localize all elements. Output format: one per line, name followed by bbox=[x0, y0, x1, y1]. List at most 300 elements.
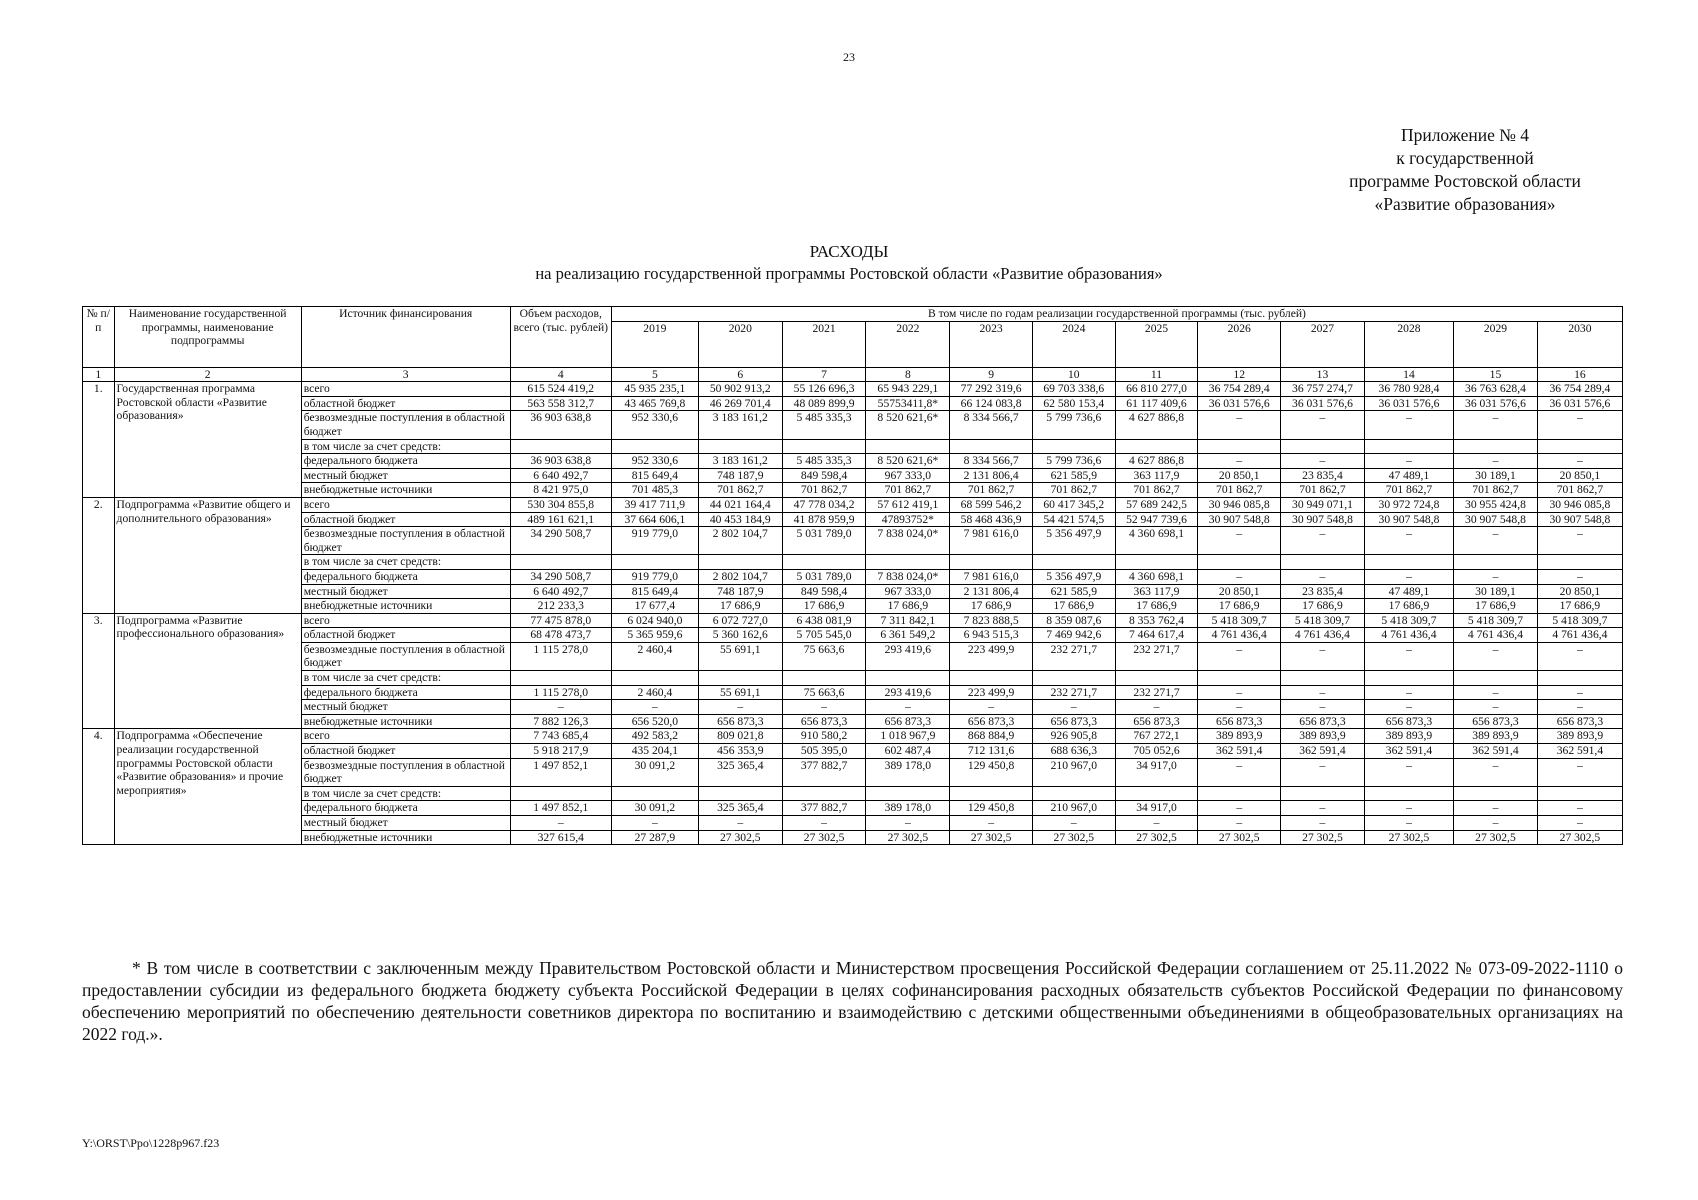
year-value: – bbox=[698, 816, 782, 831]
year-value: 8 334 566,7 bbox=[950, 411, 1033, 439]
file-path: Y:\ORST\Ppo\1228p967.f23 bbox=[82, 1136, 220, 1150]
year-value: 52 947 739,6 bbox=[1115, 512, 1198, 527]
year-value: 362 591,4 bbox=[1198, 744, 1281, 759]
year-value: 389 893,9 bbox=[1198, 729, 1281, 744]
year-value: 5 418 309,7 bbox=[1537, 613, 1622, 628]
year-value: 7 464 617,4 bbox=[1115, 628, 1198, 643]
year-value: 362 591,4 bbox=[1281, 744, 1365, 759]
program-name: Подпрограмма «Обеспечение реализации государственной программы Ростовской области «Развитие образования» и прочие мероприятия» bbox=[114, 729, 301, 845]
year-value bbox=[698, 555, 782, 570]
year-value: 5 360 162,6 bbox=[698, 628, 782, 643]
year-value: – bbox=[950, 816, 1033, 831]
column-number: 6 bbox=[698, 367, 782, 382]
year-value bbox=[1281, 786, 1365, 801]
appendix-line-1: Приложение № 4 bbox=[1400, 125, 1530, 145]
year-value: 30 946 085,8 bbox=[1198, 497, 1281, 512]
year-value: – bbox=[1454, 411, 1538, 439]
year-value: 17 686,9 bbox=[1281, 599, 1365, 614]
year-value: 767 272,1 bbox=[1115, 729, 1198, 744]
year-value bbox=[1454, 439, 1538, 454]
year-value: 435 204,1 bbox=[611, 744, 698, 759]
funding-source: в том числе за счет средств: bbox=[301, 439, 510, 454]
total-volume: – bbox=[510, 700, 611, 715]
year-value: – bbox=[1454, 816, 1538, 831]
year-value bbox=[611, 439, 698, 454]
year-value: 27 302,5 bbox=[782, 830, 866, 845]
year-value: 129 450,8 bbox=[950, 801, 1033, 816]
appendix-line-3: программе Ростовской области bbox=[1349, 171, 1581, 191]
year-value bbox=[1032, 786, 1115, 801]
column-number: 5 bbox=[611, 367, 698, 382]
year-value: – bbox=[1198, 816, 1281, 831]
year-value: 23 835,4 bbox=[1281, 468, 1365, 483]
table-row bbox=[83, 685, 1623, 700]
funding-source: внебюджетные источники bbox=[301, 714, 510, 729]
year-value: 69 703 338,6 bbox=[1032, 382, 1115, 397]
year-value: – bbox=[1454, 700, 1538, 715]
year-value: 7 823 888,5 bbox=[950, 613, 1033, 628]
year-value: 505 395,0 bbox=[782, 744, 866, 759]
column-number: 14 bbox=[1364, 367, 1453, 382]
header-year: 2020 bbox=[698, 321, 782, 367]
year-value: 701 862,7 bbox=[950, 483, 1033, 498]
year-value: 5 418 309,7 bbox=[1364, 613, 1453, 628]
funding-source: всего bbox=[301, 382, 510, 397]
year-value: 43 465 769,8 bbox=[611, 396, 698, 411]
year-value: – bbox=[1364, 527, 1453, 555]
year-value: 4 761 436,4 bbox=[1198, 628, 1281, 643]
year-value bbox=[1198, 555, 1281, 570]
total-volume: – bbox=[510, 816, 611, 831]
year-value: 3 183 161,2 bbox=[698, 411, 782, 439]
column-number: 2 bbox=[114, 367, 301, 382]
funding-source: безвозмездные поступления в областной бюджет bbox=[301, 527, 510, 555]
year-value: 701 862,7 bbox=[1454, 483, 1538, 498]
year-value bbox=[782, 439, 866, 454]
year-value: 2 460,4 bbox=[611, 685, 698, 700]
year-value: 656 520,0 bbox=[611, 714, 698, 729]
year-value: 5 418 309,7 bbox=[1454, 613, 1538, 628]
year-value: 30 907 548,8 bbox=[1537, 512, 1622, 527]
header-year: 2025 bbox=[1115, 321, 1198, 367]
year-value: – bbox=[1032, 816, 1115, 831]
year-value: 8 334 566,7 bbox=[950, 454, 1033, 469]
year-value: 30 907 548,8 bbox=[1281, 512, 1365, 527]
table-row bbox=[83, 758, 1623, 786]
year-value: 75 663,6 bbox=[782, 685, 866, 700]
year-value: 17 686,9 bbox=[950, 599, 1033, 614]
appendix-line-2: к государственной bbox=[1396, 148, 1534, 168]
year-value: 5 356 497,9 bbox=[1032, 569, 1115, 584]
total-volume: 6 640 492,7 bbox=[510, 468, 611, 483]
year-value: 701 862,7 bbox=[1198, 483, 1281, 498]
table-row bbox=[83, 396, 1623, 411]
total-volume: 615 524 419,2 bbox=[510, 382, 611, 397]
year-value: 389 893,9 bbox=[1281, 729, 1365, 744]
funding-source: в том числе за счет средств: bbox=[301, 786, 510, 801]
year-value bbox=[782, 555, 866, 570]
total-volume: 1 497 852,1 bbox=[510, 758, 611, 786]
year-value: 17 686,9 bbox=[1364, 599, 1453, 614]
year-value: 5 485 335,3 bbox=[782, 411, 866, 439]
table-row bbox=[83, 642, 1623, 670]
table-row bbox=[83, 584, 1623, 599]
year-value: 17 686,9 bbox=[782, 599, 866, 614]
year-value: 362 591,4 bbox=[1537, 744, 1622, 759]
table-row bbox=[83, 439, 1623, 454]
page-number: 23 bbox=[843, 50, 855, 64]
year-value: 815 649,4 bbox=[611, 468, 698, 483]
header-no: № п/п bbox=[83, 307, 115, 368]
year-value: 77 292 319,6 bbox=[950, 382, 1033, 397]
year-value: 8 520 621,6* bbox=[866, 411, 950, 439]
column-number: 13 bbox=[1281, 367, 1365, 382]
year-value: 47893752* bbox=[866, 512, 950, 527]
year-value: 688 636,3 bbox=[1032, 744, 1115, 759]
year-value: 325 365,4 bbox=[698, 758, 782, 786]
column-number: 9 bbox=[950, 367, 1033, 382]
year-value: 57 689 242,5 bbox=[1115, 497, 1198, 512]
table-row bbox=[83, 382, 1623, 397]
year-value: 232 271,7 bbox=[1032, 685, 1115, 700]
year-value: 656 873,3 bbox=[1032, 714, 1115, 729]
year-value bbox=[1032, 555, 1115, 570]
year-value: 701 862,7 bbox=[1032, 483, 1115, 498]
table-row bbox=[83, 801, 1623, 816]
year-value: 6 943 515,3 bbox=[950, 628, 1033, 643]
column-number: 3 bbox=[301, 367, 510, 382]
year-value: 7 981 616,0 bbox=[950, 569, 1033, 584]
year-value bbox=[1537, 439, 1622, 454]
year-value: – bbox=[611, 700, 698, 715]
year-value: 910 580,2 bbox=[782, 729, 866, 744]
year-value: – bbox=[1281, 700, 1365, 715]
year-value: – bbox=[950, 700, 1033, 715]
year-value: 44 021 164,4 bbox=[698, 497, 782, 512]
table-row bbox=[83, 830, 1623, 845]
year-value: – bbox=[1198, 454, 1281, 469]
year-value: 17 686,9 bbox=[1537, 599, 1622, 614]
header-year: 2026 bbox=[1198, 321, 1281, 367]
year-value: – bbox=[1281, 758, 1365, 786]
year-value: 4 627 886,8 bbox=[1115, 454, 1198, 469]
funding-source: областной бюджет bbox=[301, 512, 510, 527]
year-value bbox=[1537, 671, 1622, 686]
row-number: 2. bbox=[83, 497, 115, 613]
year-value: 919 779,0 bbox=[611, 527, 698, 555]
funding-source: местный бюджет bbox=[301, 468, 510, 483]
year-value: 55 691,1 bbox=[698, 685, 782, 700]
year-value: 656 873,3 bbox=[782, 714, 866, 729]
total-volume: 36 903 638,8 bbox=[510, 411, 611, 439]
year-value: – bbox=[1364, 454, 1453, 469]
year-value: 389 178,0 bbox=[866, 801, 950, 816]
year-value: – bbox=[1364, 801, 1453, 816]
year-value: 6 024 940,0 bbox=[611, 613, 698, 628]
year-value: – bbox=[866, 816, 950, 831]
total-volume: 1 115 278,0 bbox=[510, 685, 611, 700]
year-value: 701 862,7 bbox=[1281, 483, 1365, 498]
year-value: – bbox=[1198, 642, 1281, 670]
funding-source: федерального бюджета bbox=[301, 454, 510, 469]
year-value: – bbox=[782, 816, 866, 831]
year-value: 30 091,2 bbox=[611, 801, 698, 816]
year-value: 621 585,9 bbox=[1032, 468, 1115, 483]
footnote-text: * В том числе в соответствии с заключенным между Правительством Ростовской области и Министерством просвещения Российской Федерации соглашением от 25.11.2022 № 073-09-2022-1110 о предоставлении субсидии из федерального бюджета бюджету субъекта Российской Федерации в целях софинансирования расходных обязательств субъектов Российской Федерации по финансовому обеспечению мероприятий по обеспечению деятельности советников директора по воспитанию и взаимодействию с детскими общественными объединениями в общеобразовательных организациях на 2022 год.». bbox=[82, 958, 1623, 1044]
year-value: 27 302,5 bbox=[1281, 830, 1365, 845]
year-value: 293 419,6 bbox=[866, 642, 950, 670]
year-value: 7 838 024,0* bbox=[866, 569, 950, 584]
table-row bbox=[83, 628, 1623, 643]
year-value bbox=[1364, 439, 1453, 454]
table-row bbox=[83, 569, 1623, 584]
year-value: 45 935 235,1 bbox=[611, 382, 698, 397]
year-value: 7 469 942,6 bbox=[1032, 628, 1115, 643]
year-value bbox=[1032, 439, 1115, 454]
year-value: 68 599 546,2 bbox=[950, 497, 1033, 512]
year-value bbox=[1115, 786, 1198, 801]
year-value: 36 031 576,6 bbox=[1198, 396, 1281, 411]
year-value: 5 031 789,0 bbox=[782, 569, 866, 584]
year-value bbox=[1364, 786, 1453, 801]
header-year: 2027 bbox=[1281, 321, 1365, 367]
year-value: 492 583,2 bbox=[611, 729, 698, 744]
year-value: – bbox=[1364, 758, 1453, 786]
year-value: 377 882,7 bbox=[782, 801, 866, 816]
year-value: 30 907 548,8 bbox=[1454, 512, 1538, 527]
header-year: 2022 bbox=[866, 321, 950, 367]
year-value: 2 460,4 bbox=[611, 642, 698, 670]
year-value: – bbox=[1364, 816, 1453, 831]
year-value: – bbox=[1454, 527, 1538, 555]
year-value: 5 031 789,0 bbox=[782, 527, 866, 555]
header-year: 2030 bbox=[1537, 321, 1622, 367]
year-value: 27 302,5 bbox=[1537, 830, 1622, 845]
year-value: 325 365,4 bbox=[698, 801, 782, 816]
year-value: 27 302,5 bbox=[698, 830, 782, 845]
year-value: – bbox=[611, 816, 698, 831]
row-number: 1. bbox=[83, 382, 115, 498]
year-value: 602 487,4 bbox=[866, 744, 950, 759]
total-volume bbox=[510, 786, 611, 801]
year-value: 27 302,5 bbox=[866, 830, 950, 845]
year-value: – bbox=[1364, 642, 1453, 670]
year-value: 36 780 928,4 bbox=[1364, 382, 1453, 397]
total-volume: 8 421 975,0 bbox=[510, 483, 611, 498]
table-row bbox=[83, 555, 1623, 570]
year-value bbox=[1364, 555, 1453, 570]
table-row bbox=[83, 729, 1623, 744]
year-value bbox=[1454, 555, 1538, 570]
expenses-table bbox=[82, 306, 1623, 845]
total-volume: 530 304 855,8 bbox=[510, 497, 611, 512]
year-value: – bbox=[1198, 801, 1281, 816]
year-value: 656 873,3 bbox=[1364, 714, 1453, 729]
funding-source: областной бюджет bbox=[301, 396, 510, 411]
header-volume: Объем расходов, всего (тыс. рублей) bbox=[510, 307, 611, 368]
year-value: 210 967,0 bbox=[1032, 758, 1115, 786]
year-value: 656 873,3 bbox=[1537, 714, 1622, 729]
funding-source: безвозмездные поступления в областной бюджет bbox=[301, 411, 510, 439]
year-value bbox=[1281, 671, 1365, 686]
year-value: 952 330,6 bbox=[611, 454, 698, 469]
year-value: 705 052,6 bbox=[1115, 744, 1198, 759]
total-volume bbox=[510, 439, 611, 454]
total-volume: 1 115 278,0 bbox=[510, 642, 611, 670]
year-value bbox=[1281, 555, 1365, 570]
year-value: 389 178,0 bbox=[866, 758, 950, 786]
year-value: – bbox=[1537, 758, 1622, 786]
year-value: 5 365 959,6 bbox=[611, 628, 698, 643]
year-value: 36 031 576,6 bbox=[1281, 396, 1365, 411]
year-value: 5 799 736,6 bbox=[1032, 411, 1115, 439]
year-value: 17 686,9 bbox=[1032, 599, 1115, 614]
table-row bbox=[83, 599, 1623, 614]
year-value: 6 072 727,0 bbox=[698, 613, 782, 628]
column-number: 4 bbox=[510, 367, 611, 382]
total-volume bbox=[510, 555, 611, 570]
year-value bbox=[866, 555, 950, 570]
funding-source: всего bbox=[301, 497, 510, 512]
column-number: 12 bbox=[1198, 367, 1281, 382]
year-value: 4 761 436,4 bbox=[1364, 628, 1453, 643]
header-year: 2028 bbox=[1364, 321, 1453, 367]
year-value: 656 873,3 bbox=[1198, 714, 1281, 729]
total-volume bbox=[510, 671, 611, 686]
header-years-caption: В том числе по годам реализации государственной программы (тыс. рублей) bbox=[611, 307, 1622, 322]
funding-source: федерального бюджета bbox=[301, 569, 510, 584]
year-value: 1 018 967,9 bbox=[866, 729, 950, 744]
year-value: 5 418 309,7 bbox=[1281, 613, 1365, 628]
year-value: 30 907 548,8 bbox=[1198, 512, 1281, 527]
year-value: 60 417 345,2 bbox=[1032, 497, 1115, 512]
year-value: 36 763 628,4 bbox=[1454, 382, 1538, 397]
year-value: 656 873,3 bbox=[950, 714, 1033, 729]
year-value: – bbox=[1198, 527, 1281, 555]
year-value: – bbox=[1364, 411, 1453, 439]
year-value: – bbox=[1198, 411, 1281, 439]
total-volume: 5 918 217,9 bbox=[510, 744, 611, 759]
column-number: 16 bbox=[1537, 367, 1622, 382]
year-value: – bbox=[1281, 685, 1365, 700]
year-value bbox=[1454, 786, 1538, 801]
year-value: 4 761 436,4 bbox=[1537, 628, 1622, 643]
column-number: 1 bbox=[83, 367, 115, 382]
year-value: 293 419,6 bbox=[866, 685, 950, 700]
year-value bbox=[950, 671, 1033, 686]
year-value: 20 850,1 bbox=[1198, 468, 1281, 483]
year-value: 75 663,6 bbox=[782, 642, 866, 670]
year-value: 55 126 696,3 bbox=[782, 382, 866, 397]
year-value: 17 686,9 bbox=[1198, 599, 1281, 614]
table-row bbox=[83, 512, 1623, 527]
total-volume: 7 743 685,4 bbox=[510, 729, 611, 744]
year-value: 2 802 104,7 bbox=[698, 527, 782, 555]
year-value: 46 269 701,4 bbox=[698, 396, 782, 411]
year-value: – bbox=[698, 700, 782, 715]
year-value: 701 862,7 bbox=[1537, 483, 1622, 498]
column-number: 7 bbox=[782, 367, 866, 382]
year-value: 27 302,5 bbox=[1454, 830, 1538, 845]
table-row bbox=[83, 483, 1623, 498]
year-value: 23 835,4 bbox=[1281, 584, 1365, 599]
year-value: 389 893,9 bbox=[1364, 729, 1453, 744]
year-value: 967 333,0 bbox=[866, 468, 950, 483]
year-value: 7 981 616,0 bbox=[950, 527, 1033, 555]
year-value: 34 917,0 bbox=[1115, 758, 1198, 786]
funding-source: всего bbox=[301, 729, 510, 744]
funding-source: в том числе за счет средств: bbox=[301, 671, 510, 686]
header-year: 2024 bbox=[1032, 321, 1115, 367]
funding-source: федерального бюджета bbox=[301, 801, 510, 816]
funding-source: внебюджетные источники bbox=[301, 483, 510, 498]
year-value: 701 862,7 bbox=[698, 483, 782, 498]
year-value: – bbox=[1281, 454, 1365, 469]
row-number: 3. bbox=[83, 613, 115, 729]
year-value: – bbox=[1537, 454, 1622, 469]
year-value: 232 271,7 bbox=[1115, 685, 1198, 700]
program-name: Подпрограмма «Развитие общего и дополнительного образования» bbox=[114, 497, 301, 613]
year-value: 30 091,2 bbox=[611, 758, 698, 786]
year-value bbox=[1537, 555, 1622, 570]
year-value: 66 810 277,0 bbox=[1115, 382, 1198, 397]
year-value: 232 271,7 bbox=[1115, 642, 1198, 670]
funding-source: местный бюджет bbox=[301, 700, 510, 715]
total-volume: 7 882 126,3 bbox=[510, 714, 611, 729]
year-value bbox=[698, 439, 782, 454]
year-value: 849 598,4 bbox=[782, 468, 866, 483]
year-value: 656 873,3 bbox=[1281, 714, 1365, 729]
table-row bbox=[83, 497, 1623, 512]
year-value: 61 117 409,6 bbox=[1115, 396, 1198, 411]
table-row bbox=[83, 613, 1623, 628]
column-number: 15 bbox=[1454, 367, 1538, 382]
year-value: 39 417 711,9 bbox=[611, 497, 698, 512]
header-name: Наименование государственной программы, наименование подпрограммы bbox=[114, 307, 301, 368]
year-value: 3 183 161,2 bbox=[698, 454, 782, 469]
total-volume: 77 475 878,0 bbox=[510, 613, 611, 628]
funding-source: областной бюджет bbox=[301, 744, 510, 759]
year-value: 30 189,1 bbox=[1454, 584, 1538, 599]
year-value: – bbox=[1454, 642, 1538, 670]
year-value: 6 438 081,9 bbox=[782, 613, 866, 628]
document-subtitle: на реализацию государственной программы Ростовской области «Развитие образования» bbox=[535, 264, 1163, 283]
year-value: 47 778 034,2 bbox=[782, 497, 866, 512]
total-volume: 489 161 621,1 bbox=[510, 512, 611, 527]
year-value: – bbox=[1364, 685, 1453, 700]
year-value: 36 757 274,7 bbox=[1281, 382, 1365, 397]
year-value: 656 873,3 bbox=[1115, 714, 1198, 729]
year-value bbox=[611, 786, 698, 801]
year-value: 701 862,7 bbox=[1364, 483, 1453, 498]
year-value: 5 356 497,9 bbox=[1032, 527, 1115, 555]
year-value bbox=[782, 671, 866, 686]
year-value: 232 271,7 bbox=[1032, 642, 1115, 670]
year-value: 5 485 335,3 bbox=[782, 454, 866, 469]
year-value: 40 453 184,9 bbox=[698, 512, 782, 527]
header-year: 2019 bbox=[611, 321, 698, 367]
year-value: 701 485,3 bbox=[611, 483, 698, 498]
year-value bbox=[866, 439, 950, 454]
year-value: 36 754 289,4 bbox=[1537, 382, 1622, 397]
year-value: 8 520 621,6* bbox=[866, 454, 950, 469]
year-value: – bbox=[1281, 527, 1365, 555]
year-value: 363 117,9 bbox=[1115, 584, 1198, 599]
year-value: 656 873,3 bbox=[698, 714, 782, 729]
year-value: – bbox=[1454, 758, 1538, 786]
funding-source: внебюджетные источники bbox=[301, 830, 510, 845]
year-value bbox=[1115, 439, 1198, 454]
